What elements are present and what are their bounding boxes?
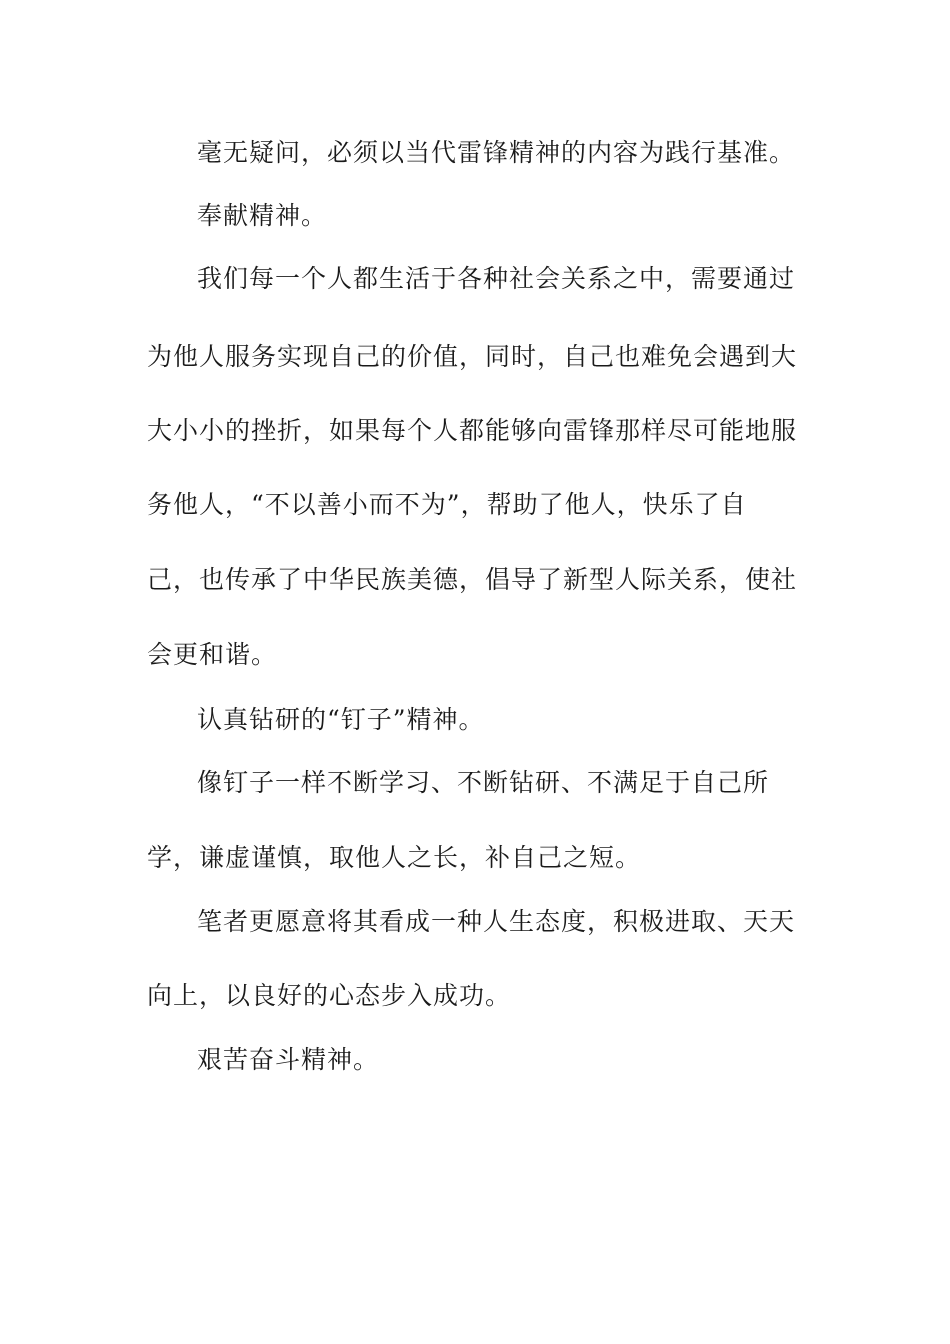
paragraph-line: 笔者更愿意将其看成一种人生态度，积极进取、天天 [197, 907, 796, 936]
paragraph-line: 毫无疑问，必须以当代雷锋精神的内容为践行基准。 [197, 138, 796, 167]
paragraph-line: 己，也传承了中华民族美德，倡导了新型人际关系，使社 [147, 565, 798, 594]
paragraph-line: 我们每一个人都生活于各种社会关系之中，需要通过 [197, 264, 796, 293]
paragraph-line: 会更和谐。 [147, 640, 278, 669]
paragraph-line: 像钉子一样不断学习、不断钻研、不满足于自己所 [197, 768, 770, 797]
paragraph-line: 为他人服务实现自己的价值，同时，自己也难免会遇到大 [147, 342, 798, 371]
paragraph-line: 大小小的挫折，如果每个人都能够向雷锋那样尽可能地服 [147, 416, 798, 445]
paragraph-line: 务他人，“不以善小而不为”，帮助了他人，快乐了自 [147, 490, 747, 519]
paragraph-line: 认真钻研的“钉子”精神。 [197, 705, 485, 734]
paragraph-line: 艰苦奋斗精神。 [197, 1045, 380, 1074]
paragraph-line: 向上，以良好的心态步入成功。 [147, 981, 512, 1010]
paragraph-line: 学，谦虚谨慎，取他人之长，补自己之短。 [147, 843, 642, 872]
paragraph-line: 奉献精神。 [197, 201, 328, 230]
